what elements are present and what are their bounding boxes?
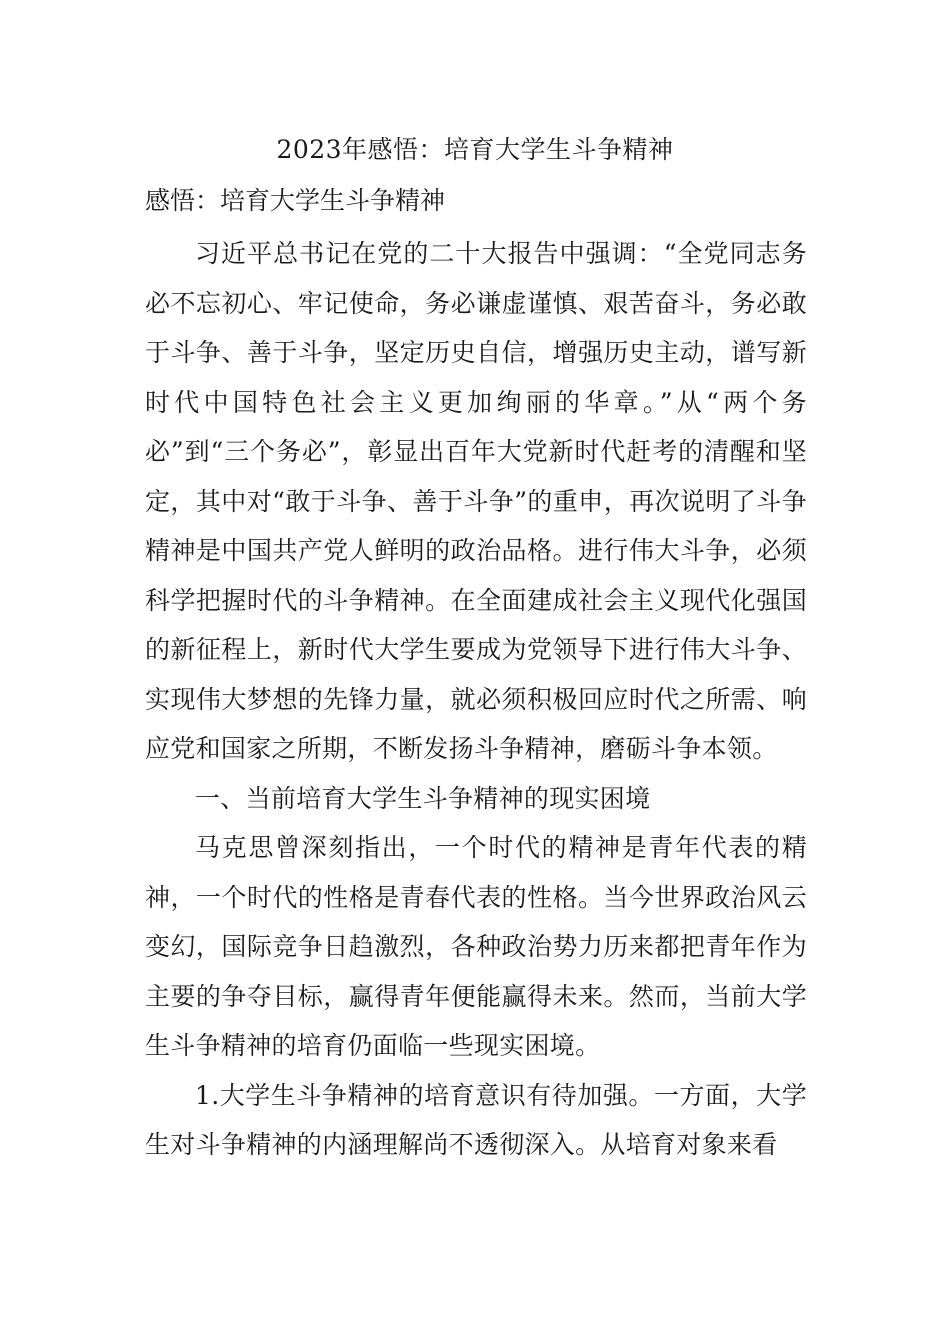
body-paragraph-intro: 习近平总书记在党的二十大报告中强调：“全党同志务必不忘初心、牢记使命，务必谦虚谨慎、艰苦奋斗，务必敢于斗争、善于斗争，坚定历史自信，增强历史主动，谱写新时代中国特色社会主义更加绚丽的华章。”从“两个务必”到“三个务必”，彰显出百年大党新时代赶考的清醒和坚定，其中对“敢于斗争、善于斗争”的重申，再次说明了斗争精神是中国共产党人鲜明的政治品格。进行伟大斗争，必须科学把握时代的斗争精神。在全面建成社会主义现代化强国的新征程上，新时代大学生要成为党领导下进行伟大斗争、实现伟大梦想的先锋力量，就必须积极回应时代之所需、响应党和国家之所期，不断发扬斗争精神，磨砺斗争本领。	[145, 239, 807, 763]
body-paragraph-point-1: 1.大学生斗争精神的培育意识有待加强。一方面，大学生对斗争精神的内涵理解尚不透彻深入。从培育对象来看	[145, 1080, 807, 1159]
document-title: 2023年感悟：培育大学生斗争精神	[276, 135, 674, 164]
body-paragraph-marx: 马克思曾深刻指出，一个时代的精神是青年代表的精神，一个时代的性格是青春代表的性格。当今世界政治风云变幻，国际竞争日趋激烈，各种政治势力历来都把青年作为主要的争夺目标，赢得青年便能赢得未来。然而，当前大学生斗争精神的培育仍面临一些现实困境。	[145, 833, 807, 1060]
section-heading-1: 一、当前培育大学生斗争精神的现实困境	[195, 783, 651, 813]
document-body	[145, 229, 807, 1170]
document-subtitle: 感悟：培育大学生斗争精神	[145, 186, 446, 215]
